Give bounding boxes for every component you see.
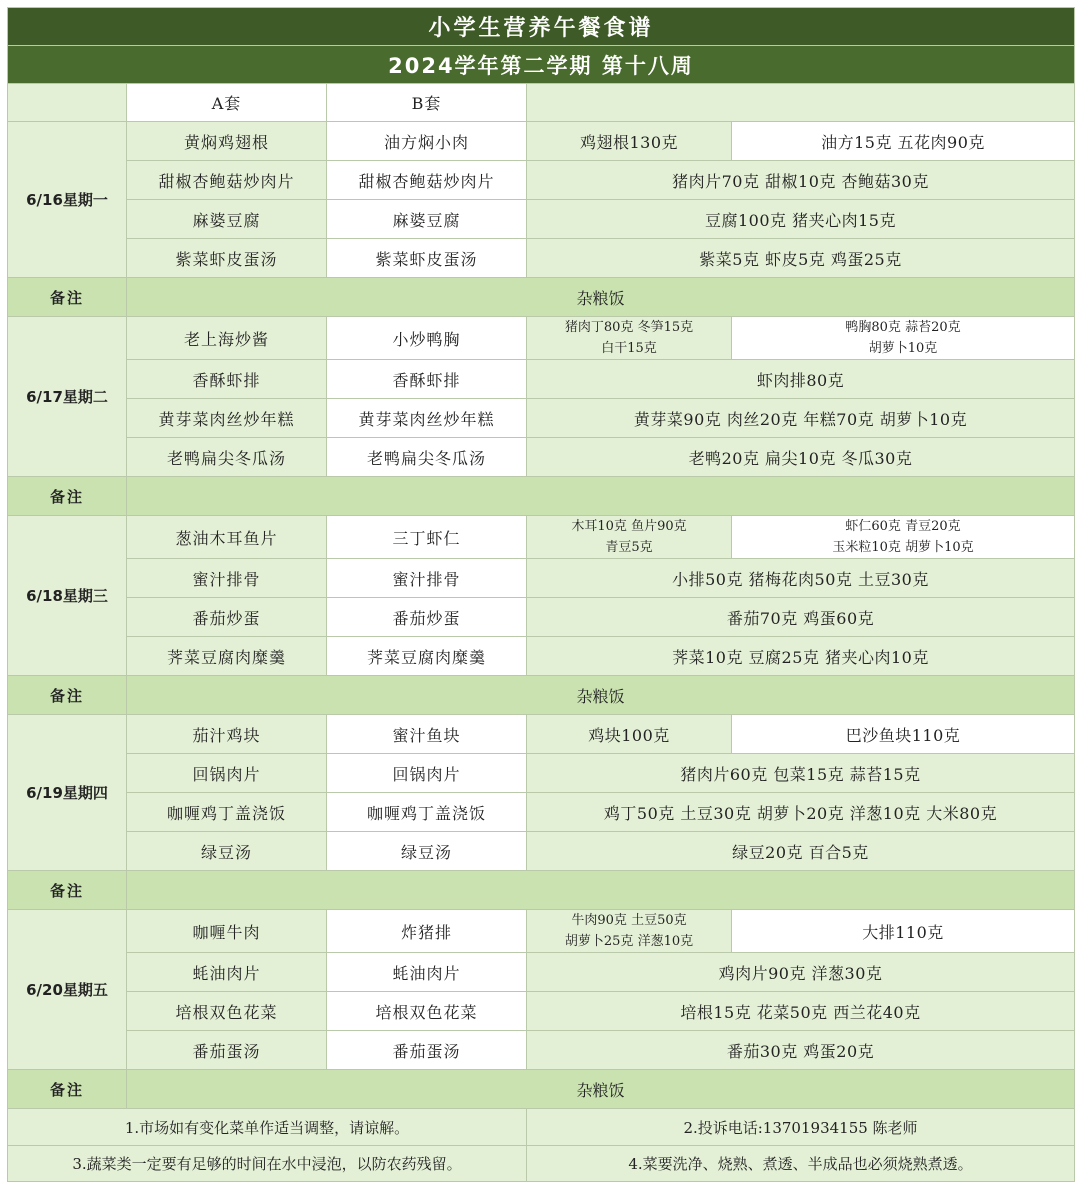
- day-label: 6/20星期五: [8, 910, 127, 1070]
- day-label: 6/16星期一: [8, 122, 127, 278]
- dish-a: 甜椒杏鲍菇炒肉片: [127, 161, 327, 200]
- ingredients: 猪肉片60克 包菜15克 蒜苔15克: [527, 754, 1075, 793]
- ingredients: 虾肉排80克: [527, 360, 1075, 399]
- ingredients-b: 大排110克: [732, 910, 1075, 953]
- dish-a: 培根双色花菜: [127, 992, 327, 1031]
- dish-a: 绿豆汤: [127, 832, 327, 871]
- dish-a: 回锅肉片: [127, 754, 327, 793]
- ingredients-b: 油方15克 五花肉90克: [732, 122, 1075, 161]
- dish-a: 黄芽菜肉丝炒年糕: [127, 399, 327, 438]
- dish-b: 麻婆豆腐: [327, 200, 527, 239]
- dish-a: 麻婆豆腐: [127, 200, 327, 239]
- dish-a: 茄汁鸡块: [127, 715, 327, 754]
- ingredients-b: [732, 317, 1075, 360]
- footer-note-4: 4.菜要洗净、烧熟、煮透、半成品也必须烧熟煮透。: [527, 1146, 1075, 1182]
- dish-a: 老鸭扁尖冬瓜汤: [127, 438, 327, 477]
- note-value: 杂粮饭: [127, 278, 1075, 317]
- dish-a: 荠菜豆腐肉糜羹: [127, 637, 327, 676]
- ingredients: 豆腐100克 猪夹心肉15克: [527, 200, 1075, 239]
- ingredients: 小排50克 猪梅花肉50克 土豆30克: [527, 559, 1075, 598]
- ingredients-a: 鸡翅根130克: [527, 122, 732, 161]
- dish-a: 紫菜虾皮蛋汤: [127, 239, 327, 278]
- day-label: 6/19星期四: [8, 715, 127, 871]
- dish-a: 番茄炒蛋: [127, 598, 327, 637]
- ingredients-a-line-2: 青豆5克: [605, 540, 653, 555]
- ingredients: 荠菜10克 豆腐25克 猪夹心肉10克: [527, 637, 1075, 676]
- ingredients-b-line-2: 玉米粒10克 胡萝卜10克: [832, 540, 974, 555]
- dish-a: 咖喱鸡丁盖浇饭: [127, 793, 327, 832]
- ingredients-a-line-1: 木耳10克 鱼片90克: [571, 519, 687, 534]
- ingredients-a-line-2: 胡萝卜25克 洋葱10克: [564, 934, 694, 949]
- dish-b: 炸猪排: [327, 910, 527, 953]
- ingredients-b-line-1: 虾仁60克 青豆20克: [845, 519, 961, 534]
- note-value: [127, 871, 1075, 910]
- ingredients-a: [527, 317, 732, 360]
- note-label: 备注: [8, 871, 127, 910]
- dish-b: 香酥虾排: [327, 360, 527, 399]
- dish-a: 葱油木耳鱼片: [127, 516, 327, 559]
- dish-b: 蚝油肉片: [327, 953, 527, 992]
- dish-b: 老鸭扁尖冬瓜汤: [327, 438, 527, 477]
- ingredients: 黄芽菜90克 肉丝20克 年糕70克 胡萝卜10克: [527, 399, 1075, 438]
- dish-b: 黄芽菜肉丝炒年糕: [327, 399, 527, 438]
- dish-b: 番茄蛋汤: [327, 1031, 527, 1070]
- dish-b: 小炒鸭胸: [327, 317, 527, 360]
- ingredients-a-line-2: 白干15克: [601, 341, 657, 356]
- note-label: 备注: [8, 278, 127, 317]
- note-label: 备注: [8, 1070, 127, 1109]
- dish-a: 咖喱牛肉: [127, 910, 327, 953]
- dish-b: 番茄炒蛋: [327, 598, 527, 637]
- note-label: 备注: [8, 676, 127, 715]
- dish-b: 蜜汁鱼块: [327, 715, 527, 754]
- dish-a: 番茄蛋汤: [127, 1031, 327, 1070]
- dish-b: 咖喱鸡丁盖浇饭: [327, 793, 527, 832]
- footer-note-3: 3.蔬菜类一定要有足够的时间在水中浸泡，以防农药残留。: [8, 1146, 527, 1182]
- menu-subtitle: 2024学年第二学期 第十八周: [8, 46, 1075, 84]
- ingredients-b-line-1: 鸭胸80克 蒜苔20克: [845, 320, 961, 335]
- dish-b: 紫菜虾皮蛋汤: [327, 239, 527, 278]
- ingredients: 绿豆20克 百合5克: [527, 832, 1075, 871]
- dish-a: 黄焖鸡翅根: [127, 122, 327, 161]
- note-label: 备注: [8, 477, 127, 516]
- day-label: 6/17星期二: [8, 317, 127, 477]
- header-set-a: A套: [127, 84, 327, 122]
- dish-a: 香酥虾排: [127, 360, 327, 399]
- footer-note-2: 2.投诉电话:13701934155 陈老师: [527, 1109, 1075, 1146]
- ingredients-b: [732, 516, 1075, 559]
- dish-b: 蜜汁排骨: [327, 559, 527, 598]
- header-ingredients-blank: [527, 84, 1075, 122]
- ingredients-b-line-2: 胡萝卜10克: [868, 341, 938, 356]
- ingredients: 鸡丁50克 土豆30克 胡萝卜20克 洋葱10克 大米80克: [527, 793, 1075, 832]
- ingredients: 猪肉片70克 甜椒10克 杏鲍菇30克: [527, 161, 1075, 200]
- ingredients-a-line-1: 牛肉90克 土豆50克: [571, 913, 687, 928]
- dish-a: 蚝油肉片: [127, 953, 327, 992]
- ingredients: 老鸭20克 扁尖10克 冬瓜30克: [527, 438, 1075, 477]
- dish-a: 蜜汁排骨: [127, 559, 327, 598]
- dish-b: 三丁虾仁: [327, 516, 527, 559]
- dish-a: 老上海炒酱: [127, 317, 327, 360]
- menu-title: 小学生营养午餐食谱: [8, 8, 1075, 46]
- ingredients: 番茄30克 鸡蛋20克: [527, 1031, 1075, 1070]
- ingredients-a: 鸡块100克: [527, 715, 732, 754]
- dish-b: 培根双色花菜: [327, 992, 527, 1031]
- ingredients: 培根15克 花菜50克 西兰花40克: [527, 992, 1075, 1031]
- ingredients-a-line-1: 猪肉丁80克 冬笋15克: [564, 320, 694, 335]
- ingredients: 番茄70克 鸡蛋60克: [527, 598, 1075, 637]
- day-label: 6/18星期三: [8, 516, 127, 676]
- ingredients: 紫菜5克 虾皮5克 鸡蛋25克: [527, 239, 1075, 278]
- ingredients-a: [527, 516, 732, 559]
- header-set-b: B套: [327, 84, 527, 122]
- lunch-menu-table: [7, 7, 1075, 1182]
- dish-b: 绿豆汤: [327, 832, 527, 871]
- note-value: 杂粮饭: [127, 1070, 1075, 1109]
- dish-b: 甜椒杏鲍菇炒肉片: [327, 161, 527, 200]
- note-value: 杂粮饭: [127, 676, 1075, 715]
- ingredients-a: [527, 910, 732, 953]
- header-blank: [8, 84, 127, 122]
- ingredients-b: 巴沙鱼块110克: [732, 715, 1075, 754]
- footer-note-1: 1.市场如有变化菜单作适当调整，请谅解。: [8, 1109, 527, 1146]
- note-value: [127, 477, 1075, 516]
- dish-b: 油方焖小肉: [327, 122, 527, 161]
- ingredients: 鸡肉片90克 洋葱30克: [527, 953, 1075, 992]
- dish-b: 荠菜豆腐肉糜羹: [327, 637, 527, 676]
- dish-b: 回锅肉片: [327, 754, 527, 793]
